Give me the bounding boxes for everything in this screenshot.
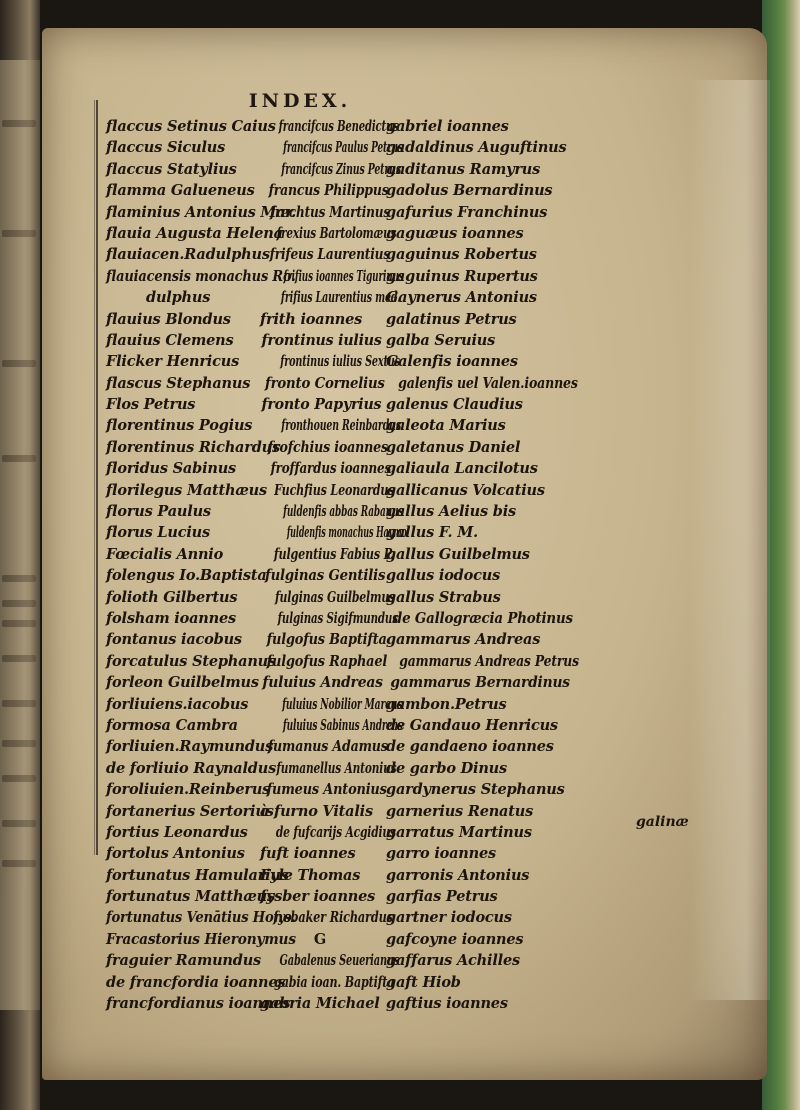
- index-entry: gallus Guilbelmus: [386, 545, 530, 563]
- index-entry: garnerius Renatus: [386, 802, 534, 820]
- index-entry: de gandaeno ioannes: [386, 738, 554, 756]
- index-entry: fumanellus Antonius: [276, 759, 397, 777]
- index-entry: galiaula Lancilotus: [386, 460, 538, 478]
- margin-rule: [94, 100, 95, 855]
- index-entry: galenfis uel Valen.ioannes: [398, 374, 578, 392]
- index-entry: à furno Vitalis: [260, 802, 373, 820]
- index-entry: fumeus Antonius: [266, 781, 387, 799]
- index-entry: frontinus iulius Sextus: [280, 353, 400, 371]
- index-entry: Flicker Henricus: [106, 353, 240, 371]
- index-entry: gaditanus Ramyrus: [386, 160, 541, 178]
- index-entry: folsham ioannes: [106, 609, 236, 627]
- index-entry: galba Seruius: [386, 331, 496, 349]
- index-entry: frith ioannes: [260, 310, 363, 328]
- index-entry: florus Paulus: [106, 503, 211, 521]
- index-entry: de francfordia ioannes: [106, 973, 286, 991]
- index-entry: fuluius Nobilior Marcus: [282, 695, 403, 713]
- index-entry: gaguinus Robertus: [386, 246, 537, 264]
- index-entry: forleon Guilbelmus: [106, 674, 259, 692]
- index-entry: de Gallogræcia Photinus: [392, 609, 573, 627]
- index-entry: gaftius ioannes: [386, 995, 508, 1013]
- index-entry: gammarus Andreas: [386, 631, 541, 649]
- running-head: INDEX.: [248, 90, 352, 112]
- index-entry: flaccus Siculus: [106, 139, 226, 157]
- catchword: galinæ: [636, 814, 689, 830]
- index-entry: garro ioannes: [386, 845, 496, 863]
- index-entry: fortunatus Hamularius: [106, 866, 289, 884]
- index-entry: G: [313, 930, 327, 948]
- page-stain: [690, 80, 770, 1000]
- index-entry: fortanerius Sertorius.: [106, 802, 279, 820]
- index-entry: frechtus Martinus: [270, 203, 391, 221]
- index-entry: fortolus Antonius: [106, 845, 245, 863]
- index-entry: gaft Hiob: [386, 973, 461, 991]
- index-entry: garratus Martinus: [386, 823, 532, 841]
- index-entry: flauiacensis monachus Ro.: [106, 267, 296, 285]
- index-entry: flauiacen.Radulphus: [106, 246, 270, 264]
- index-entry: Galenfis ioannes: [386, 353, 518, 371]
- index-entry: Fracastorius Hieronymus: [106, 930, 296, 948]
- index-entry: fronthouen Reinbardus: [281, 417, 401, 435]
- index-entry: garronis Antonius: [386, 866, 530, 884]
- index-entry: gammarus Bernardinus: [390, 674, 570, 692]
- index-entry: gabriel ioannes: [386, 118, 509, 135]
- index-entry: frontinus iulius: [261, 331, 382, 349]
- index-entry: francifcus Zinus Petrus: [281, 160, 401, 178]
- index-entry: francus Philippus: [268, 182, 389, 200]
- index-entry: fulginas Guilbelmus: [275, 588, 396, 606]
- index-entry: fortius Leonardus: [106, 823, 248, 841]
- index-entry: gadaldinus Auguftinus: [386, 139, 567, 157]
- index-entry: gaguæus ioannes: [386, 224, 524, 242]
- index-entry: Gabalenus Seuerianus: [279, 952, 400, 970]
- index-column-2: [260, 116, 407, 1014]
- index-entry: francifcus Paulus Petrus: [283, 139, 403, 157]
- index-entry: forliuiens.iacobus: [106, 695, 249, 713]
- index-entry: galenus Claudius: [386, 396, 523, 414]
- index-entry: Gaynerus Antonius: [386, 289, 537, 307]
- index-entry: flaminius Antonius Mar.: [106, 203, 297, 221]
- index-entry: gabia ioan. Baptifta: [274, 973, 395, 991]
- index-entry: forliuien.Raymundus: [106, 738, 274, 756]
- index-entry: gallicanus Volcatius: [386, 481, 545, 499]
- index-entry: gadolus Bernardinus: [386, 182, 553, 200]
- index-entry: frofchius ioannes: [267, 438, 388, 456]
- index-entry: fronto Papyrius: [261, 396, 382, 414]
- index-entry: gabria Michael: [260, 995, 380, 1013]
- index-entry: flamma Galueneus: [106, 182, 255, 200]
- index-entry: fysber ioannes: [260, 888, 376, 906]
- index-entry: florilegus Matthæus: [106, 481, 267, 499]
- index-entry: de fufcarijs Acgidius: [275, 823, 396, 841]
- index-entry: froffardus ioannes: [270, 460, 392, 478]
- index-entry: gartner iodocus: [386, 909, 512, 927]
- index-entry: forcatulus Stephanus: [106, 652, 276, 670]
- index-entry: flaccus Statylius: [106, 160, 237, 178]
- index-entry: fontanus iacobus: [106, 631, 242, 649]
- index-entry: gambon.Petrus: [386, 695, 507, 713]
- index-entry: galetanus Daniel: [386, 438, 521, 456]
- index-entry: florentinus Richardus: [106, 438, 280, 456]
- index-entry: gammarus Andreas Petrus: [399, 652, 579, 670]
- index-entry: frexius Bartolomæus: [276, 224, 397, 242]
- index-entry: gallus F. M.: [386, 524, 478, 542]
- index-entry: fulgentius Fabius P.: [273, 545, 394, 563]
- index-entry: galeota Marius: [386, 417, 506, 435]
- index-entry: flauius Clemens: [106, 331, 234, 349]
- index-entry: de Gandauo Henricus: [386, 716, 558, 734]
- index-entry: fronto Cornelius: [265, 374, 385, 392]
- index-entry: fuldenfis abbas Rabanus: [283, 503, 404, 521]
- index-entry: fumanus Adamus: [267, 738, 388, 756]
- index-entry: galatinus Petrus: [386, 310, 517, 328]
- index-entry: florentinus Pogius: [106, 417, 253, 435]
- index-entry: gafurius Franchinus: [386, 203, 548, 221]
- index-entry: francifcus Benedictus: [278, 118, 399, 135]
- index-entry: fulginas Gentilis: [265, 567, 386, 585]
- index-entry: foroliuien.Reinberus: [106, 781, 271, 799]
- index-entry: flauius Blondus: [106, 310, 231, 328]
- index-entry: frifius Laurentius med.: [280, 289, 401, 307]
- index-entry: francfordianus ioannes: [106, 995, 291, 1013]
- index-entry: flaccus Setinus Caius: [106, 118, 276, 135]
- index-entry: de garbo Dinus: [386, 759, 507, 777]
- index-entry: fuft ioannes: [260, 845, 356, 863]
- index-entry: Fuchfius Leonardus: [274, 481, 395, 499]
- margin-rule-inner: [96, 100, 98, 855]
- index-entry: florus Lucius: [106, 524, 210, 542]
- index-entry: gallus Strabus: [386, 588, 501, 606]
- index-entry: fuluius Andreas: [262, 674, 383, 692]
- index-entry: fuldenfis monachus Haymo: [286, 524, 407, 542]
- index-entry: fuluius Sabinus Andreas: [282, 716, 403, 734]
- index-column-3: [386, 116, 579, 1014]
- index-entry: frifius ioannes Tigurinus: [283, 267, 404, 285]
- index-entry: fortunatus Matthæus: [106, 888, 275, 906]
- index-entry: folioth Gilbertus: [106, 588, 238, 606]
- index-entry: gaffarus Achilles: [386, 952, 520, 970]
- index-entry: frifeus Laurentius: [269, 246, 391, 264]
- index-entry: fortunatus Venātius Hono.: [106, 909, 296, 927]
- index-entry: garfias Petrus: [386, 888, 498, 906]
- index-entry: Flos Petrus: [106, 396, 196, 414]
- index-entry: folengus Io.Baptista: [106, 567, 267, 585]
- index-entry: gafcoyne ioannes: [386, 930, 524, 948]
- index-entry: flascus Stephanus: [106, 374, 251, 392]
- index-entry: floridus Sabinus: [106, 460, 237, 478]
- index-entry: gallus Aelius bis: [386, 503, 516, 521]
- index-entry: fraguier Ramundus: [106, 952, 262, 970]
- index-entry: Fœcialis Annio: [106, 545, 224, 563]
- index-entry: gallus iodocus: [386, 567, 501, 585]
- index-entry: fysbaker Richardus: [273, 909, 393, 927]
- index-entry: Fyle Thomas: [260, 866, 361, 884]
- previous-page-edge: [0, 60, 40, 1010]
- index-entry: de forliuio Raynaldus: [106, 759, 277, 777]
- index-entry: fulgofus Raphael: [266, 652, 388, 670]
- index-entry: fulginas Sigifmundus: [277, 609, 398, 627]
- index-entry: gardynerus Stephanus: [386, 781, 565, 799]
- index-entry: flauia Augusta Helena: [106, 224, 283, 242]
- index-entry: dulphus: [146, 289, 211, 307]
- index-entry: fulgofus Baptifta: [266, 631, 387, 649]
- index-entry: gaguinus Rupertus: [386, 267, 538, 285]
- index-entry: formosa Cambra: [106, 716, 238, 734]
